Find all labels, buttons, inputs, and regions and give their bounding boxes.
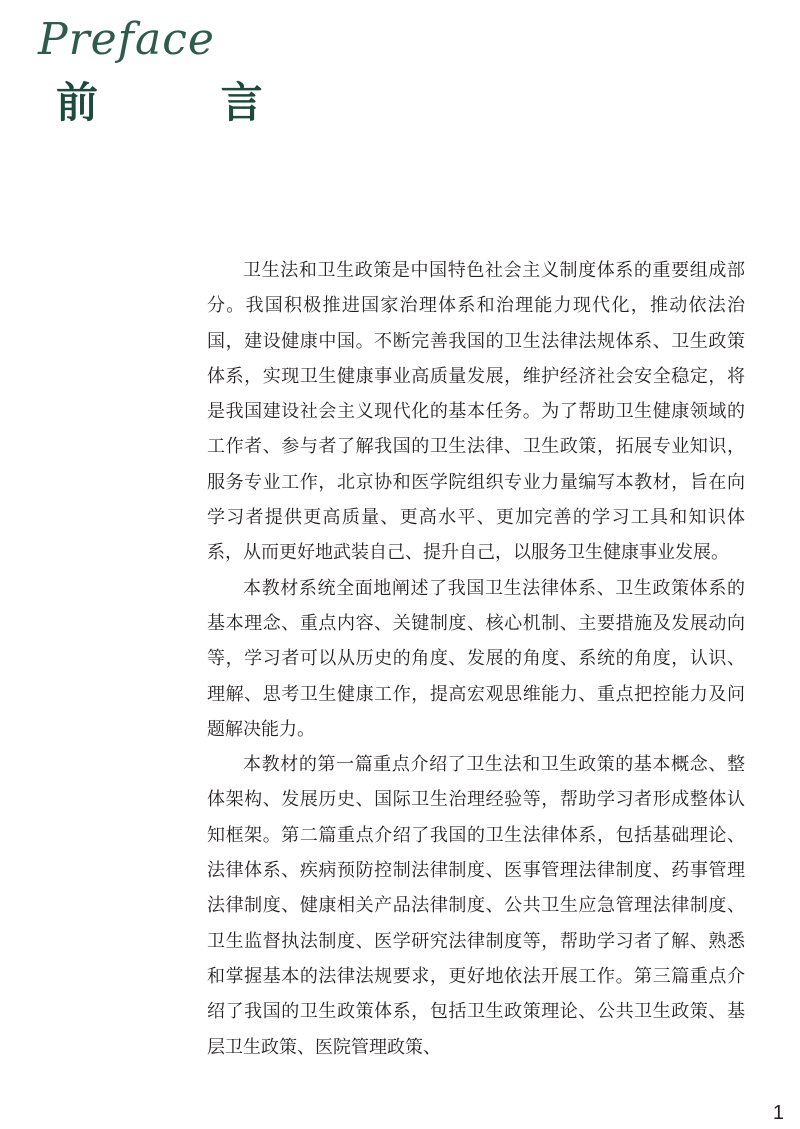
paragraph-2: 本教材系统全面地阐述了我国卫生法律体系、卫生政策体系的基本理念、重点内容、关键制度、核心机制、主要措施及发展动向等，学习者可以从历史的角度、发展的角度、系统的角度，认识、理解、思考卫生健康工作，提高宏观思维能力、重点把控能力及问题解决能力。: [207, 577, 745, 740]
paragraph-1: 卫生法和卫生政策是中国特色社会主义制度体系的重要组成部分。我国积极推进国家治理体系和治理能力现代化，推动依法治国，建设健康中国。不断完善我国的卫生法律法规体系、卫生政策体系，实现卫生健康事业高质量发展，维护经济社会安全稳定，将是我国建设社会主义现代化的基本任务。为了帮助卫生健康领域的工作者、参与者了解我国的卫生法律、卫生政策，拓展专业知识，服务专业工作，北京协和医学院组织专业力量编写本教材，旨在向学习者提供更高质量、更高水平、更加完善的学习工具和知识体系，从而更好地武装自己、提升自己，以服务卫生健康事业发展。: [207, 260, 745, 564]
page-number: 1: [772, 1102, 784, 1124]
paragraph-3: 本教材的第一篇重点介绍了卫生法和卫生政策的基本概念、整体架构、发展历史、国际卫生治理经验等，帮助学习者形成整体认知框架。第二篇重点介绍了我国的卫生法律体系，包括基础理论、法律体系、疾病预防控制法律制度、医事管理法律制度、药事管理法律制度、健康相关产品法律制度、公共卫生应急管理法律制度、卫生监督执法制度、医学研究法律制度等，帮助学习者了解、熟悉和掌握基本的法律法规要求，更好地依法开展工作。第三篇重点介绍了我国的卫生政策体系，包括卫生政策理论、公共卫生政策、基层卫生政策、医院管理政策、: [207, 754, 745, 1058]
body-text: [207, 253, 745, 1065]
page-title: 前 言: [56, 78, 317, 127]
preface-script-title: Preface: [38, 14, 215, 65]
